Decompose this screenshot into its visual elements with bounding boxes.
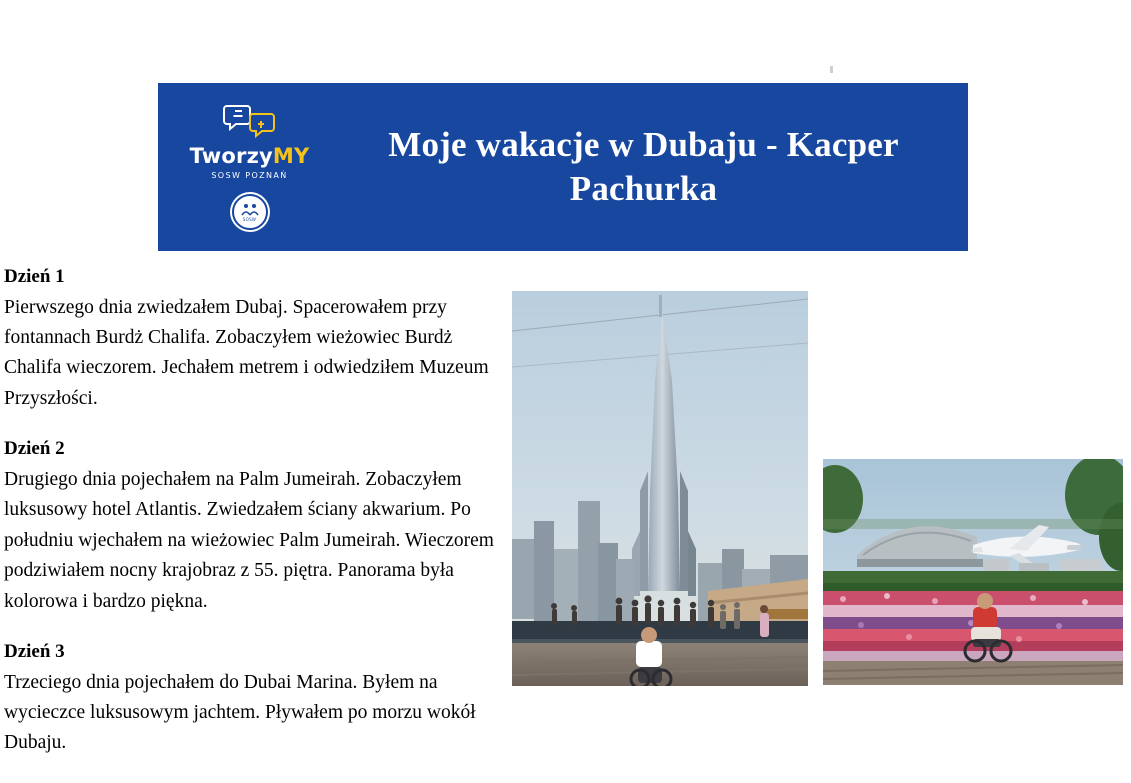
organization-logo <box>158 83 333 251</box>
school-badge-text: SOSW <box>242 217 257 222</box>
section-heading-day2: Dzień 2 <box>4 438 65 460</box>
school-badge-inner <box>232 194 268 230</box>
logo-wordmark <box>190 146 310 167</box>
school-badge-icon <box>230 192 270 232</box>
photo-flower-garden <box>823 459 1123 685</box>
document-header-banner <box>158 83 968 251</box>
page-title: Moje wakacje w Dubaju - Kacper Pachurka <box>388 125 899 208</box>
section-body-day3: Trzeciego dnia pojechałem do Dubai Marina. Byłem na wycieczce luksusowym jachtem. Pływałem po morzu wokół Dubaju. <box>4 671 476 754</box>
photo-burj-khalifa <box>512 291 808 686</box>
page-artifact-speck <box>830 66 833 73</box>
logo-word-part2: MY <box>272 144 310 168</box>
section-heading-day1: Dzień 1 <box>4 266 65 287</box>
logo-subtitle: SOSW POZNAŃ <box>211 171 288 180</box>
badge-figures-icon <box>241 202 259 216</box>
logo-word-part1: Tworzy <box>189 144 273 168</box>
section-heading-day3: Dzień 3 <box>4 640 65 662</box>
section-body-day1: Pierwszego dnia zwiedzałem Dubaj. Spacerowałem przy fontannach Burdż Chalifa. Zobaczyłem wieżowiec Burdż Chalifa wieczorem. Jechałem metrem i odwiedziłem Muzeum Przyszłości. <box>4 296 489 409</box>
speech-bubbles-icon <box>221 102 279 144</box>
section-body-day2: Drugiego dnia pojechałem na Palm Jumeirah. Zobaczyłem luksusowy hotel Atlantis. Zwiedzałem ściany akwarium. Po południu wjechałem na wieżowiec Palm Jumeirah. Wieczorem podziwiałem nocny krajobraz z 55. piętra. Panorama była kolorowa i bardzo piękna. <box>4 468 494 612</box>
article-text-column <box>0 262 500 759</box>
